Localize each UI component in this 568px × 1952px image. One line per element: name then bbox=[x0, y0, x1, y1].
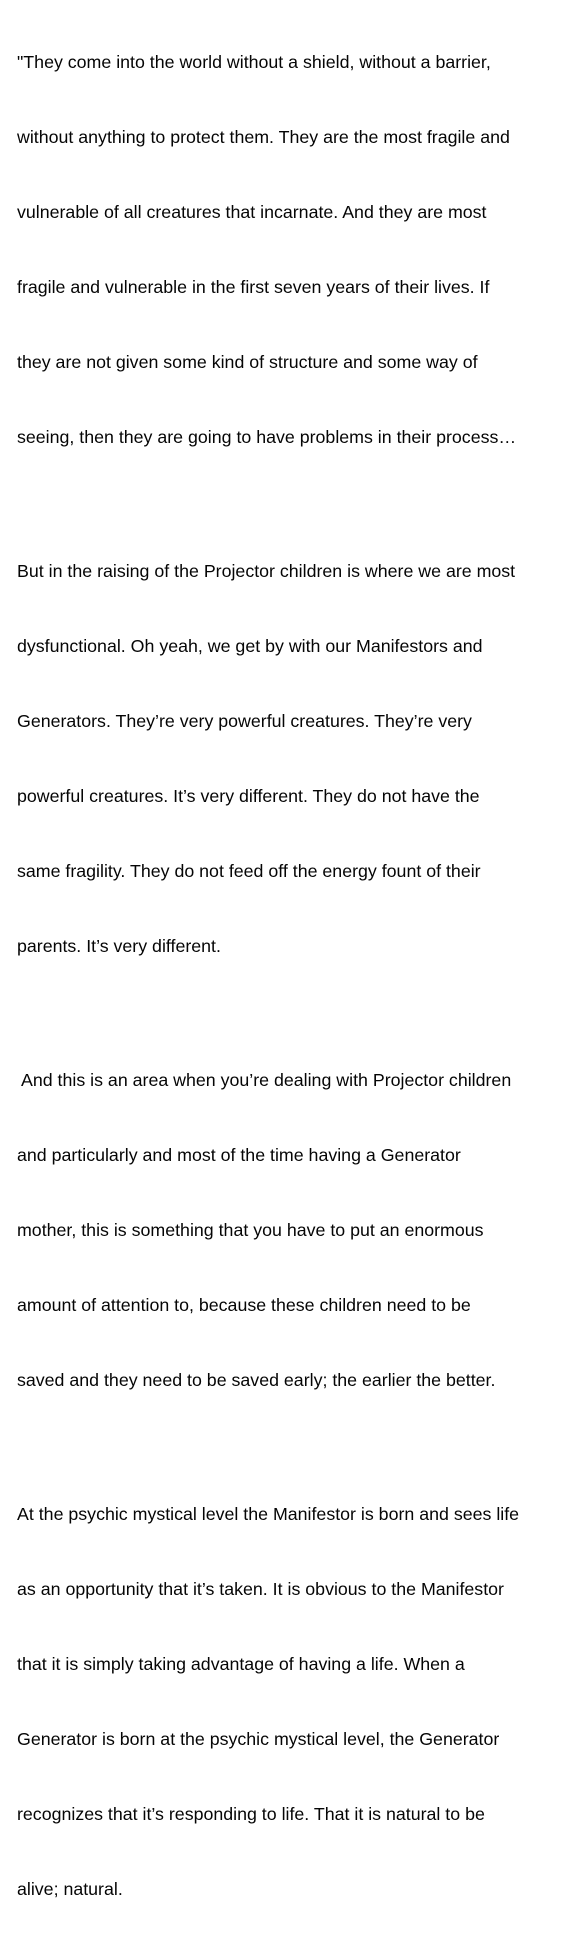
text-line: amount of attention to, because these children need to be bbox=[17, 1295, 471, 1315]
text-line: recognizes that it’s responding to life. That it is natural to be bbox=[17, 1804, 485, 1824]
text-line: mother, this is something that you have to put an enormous bbox=[17, 1220, 484, 1240]
paragraph-1 bbox=[17, 0, 562, 500]
text-line: Generators. They’re very powerful creatures. They’re very bbox=[17, 711, 472, 731]
text-line: vulnerable of all creatures that incarnate. And they are most bbox=[17, 202, 487, 222]
text-line: Generator is born at the psychic mystical level, the Generator bbox=[17, 1729, 500, 1749]
text-line: alive; natural. bbox=[17, 1879, 123, 1899]
text-line: fragile and vulnerable in the first seven years of their lives. If bbox=[17, 277, 490, 297]
text-line: dysfunctional. Oh yeah, we get by with our Manifestors and bbox=[17, 636, 483, 656]
text-line: without anything to protect them. They are the most fragile and bbox=[17, 127, 510, 147]
text-line: they are not given some kind of structure and some way of bbox=[17, 352, 478, 372]
text-line: and particularly and most of the time having a Generator bbox=[17, 1145, 461, 1165]
text-line: that it is simply taking advantage of having a life. When a bbox=[17, 1654, 465, 1674]
text-line: "They come into the world without a shield, without a barrier, bbox=[17, 52, 491, 72]
post-body bbox=[17, 0, 562, 1952]
text-line: parents. It’s very different. bbox=[17, 936, 221, 956]
paragraph-2 bbox=[17, 509, 562, 1009]
text-line: seeing, then they are going to have problems in their process… bbox=[17, 427, 517, 447]
text-line: as an opportunity that it’s taken. It is obvious to the Manifestor bbox=[17, 1579, 504, 1599]
text-line: saved and they need to be saved early; the earlier the better. bbox=[17, 1370, 496, 1390]
text-line: same fragility. They do not feed off the energy fount of their bbox=[17, 861, 481, 881]
text-line: At the psychic mystical level the Manifestor is born and sees life bbox=[17, 1504, 520, 1524]
text-line: But in the raising of the Projector children is where we are most bbox=[17, 561, 516, 581]
paragraph-4 bbox=[17, 1452, 562, 1952]
text-line: powerful creatures. It’s very different. They do not have the bbox=[17, 786, 480, 806]
paragraph-3 bbox=[17, 1018, 562, 1443]
text-line: And this is an area when you’re dealing with Projector children bbox=[17, 1070, 512, 1090]
